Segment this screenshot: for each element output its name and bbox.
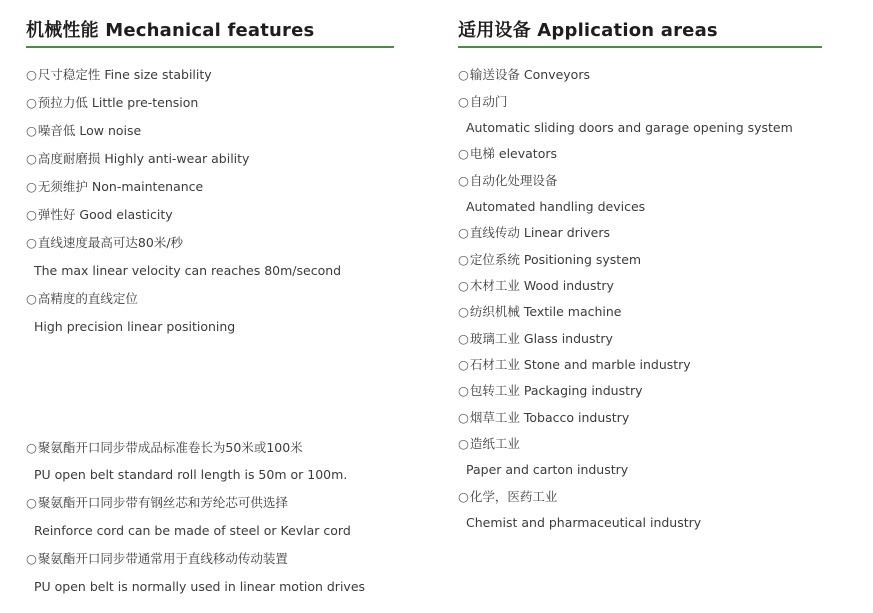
list-item	[26, 67, 212, 83]
list-item-text: 自动化处理设备	[469, 173, 558, 188]
bullet-icon: ○	[458, 436, 469, 451]
bullet-icon: ○	[26, 551, 37, 566]
list-item	[26, 235, 183, 251]
bullet-icon: ○	[26, 123, 37, 138]
list-item-text: 噪音低 Low noise	[37, 123, 142, 138]
bullet-icon: ○	[26, 179, 37, 194]
bullet-icon: ○	[26, 207, 37, 222]
application-areas-heading: 适用设备 Application areas	[458, 20, 718, 41]
list-item-text: High precision linear positioning	[34, 319, 236, 334]
bullet-icon: ○	[458, 383, 469, 398]
list-item-text: 聚氨酯开口同步带成品标准卷长为50米或100米	[37, 440, 303, 455]
list-item-text: 电梯 elevators	[469, 146, 558, 161]
list-item-text: 高度耐磨损 Highly anti-wear ability	[37, 151, 250, 166]
bullet-icon: ○	[458, 173, 469, 188]
list-item-text: 化学，医药工业	[469, 489, 558, 504]
list-item	[26, 291, 138, 307]
list-item-text: Chemist and pharmaceutical industry	[466, 515, 702, 530]
list-item-text: 无须维护 Non-maintenance	[37, 179, 204, 194]
list-item-text: Paper and carton industry	[466, 462, 629, 477]
list-item	[26, 495, 288, 511]
list-item-continuation	[466, 515, 701, 531]
list-item-text: Reinforce cord can be made of steel or Kevlar cord	[34, 523, 351, 538]
list-item	[26, 95, 198, 111]
bullet-icon: ○	[26, 151, 37, 166]
bullet-icon: ○	[26, 440, 37, 455]
bullet-icon: ○	[458, 304, 469, 319]
list-item-text: 输送设备 Conveyors	[469, 67, 590, 82]
list-item	[458, 146, 557, 162]
bullet-icon: ○	[26, 235, 37, 250]
list-item	[458, 252, 641, 268]
bullet-icon: ○	[458, 278, 469, 293]
bullet-icon: ○	[458, 489, 469, 504]
list-item	[458, 357, 691, 373]
list-item	[458, 225, 610, 241]
list-item-text: 包转工业 Packaging industry	[469, 383, 643, 398]
list-item-text: 直线速度最高可达80米/秒	[37, 235, 184, 250]
list-item-text: PU open belt is normally used in linear motion drives	[34, 579, 366, 594]
list-item-text: 定位系统 Positioning system	[469, 252, 642, 267]
list-item	[458, 94, 507, 110]
list-item-text: 自动门	[469, 94, 508, 109]
list-item-continuation	[466, 462, 628, 478]
heading-underline	[26, 46, 394, 48]
bullet-icon: ○	[26, 67, 37, 82]
bullet-icon: ○	[458, 67, 469, 82]
bullet-icon: ○	[458, 225, 469, 240]
list-item-text: 弹性好 Good elasticity	[37, 207, 173, 222]
bullet-icon: ○	[26, 95, 37, 110]
list-item-text: PU open belt standard roll length is 50m or 100m.	[34, 467, 348, 482]
list-item-text: 直线传动 Linear drivers	[469, 225, 611, 240]
list-item-text: 石材工业 Stone and marble industry	[469, 357, 691, 372]
bullet-icon: ○	[458, 94, 469, 109]
list-item	[26, 551, 288, 567]
list-item-text: 尺寸稳定性 Fine size stability	[37, 67, 212, 82]
list-item	[458, 67, 590, 83]
list-item-text: Automated handling devices	[466, 199, 646, 214]
list-item-continuation	[466, 199, 645, 215]
list-item	[26, 151, 249, 167]
bullet-icon: ○	[458, 331, 469, 346]
list-item	[458, 331, 613, 347]
list-item-continuation	[34, 523, 351, 539]
list-item	[458, 278, 614, 294]
list-item-text: 预拉力低 Little pre-tension	[37, 95, 199, 110]
list-item-continuation	[34, 467, 347, 483]
list-item-text: 纺织机械 Textile machine	[469, 304, 622, 319]
bullet-icon: ○	[458, 146, 469, 161]
list-item-text: 高精度的直线定位	[37, 291, 138, 306]
list-item	[458, 410, 629, 426]
bullet-icon: ○	[458, 252, 469, 267]
mechanical-features-heading: 机械性能 Mechanical features	[26, 20, 315, 41]
bullet-icon: ○	[26, 291, 37, 306]
list-item-continuation	[34, 319, 235, 335]
list-item-text: 木材工业 Wood industry	[469, 278, 614, 293]
list-item-text: The max linear velocity can reaches 80m/second	[34, 263, 342, 278]
bullet-icon: ○	[26, 495, 37, 510]
list-item	[26, 179, 203, 195]
list-item-continuation	[466, 120, 793, 136]
list-item-continuation	[34, 263, 341, 279]
list-item	[458, 383, 643, 399]
bullet-icon: ○	[458, 410, 469, 425]
heading-underline	[458, 46, 822, 48]
list-item-continuation	[34, 579, 365, 595]
list-item	[26, 207, 173, 223]
list-item	[458, 436, 520, 452]
bullet-icon: ○	[458, 357, 469, 372]
list-item-text: 造纸工业	[469, 436, 520, 451]
list-item-text: 烟草工业 Tobacco industry	[469, 410, 630, 425]
list-item-text: 聚氨酯开口同步带有钢丝芯和芳纶芯可供选择	[37, 495, 288, 510]
list-item-text: 玻璃工业 Glass industry	[469, 331, 613, 346]
list-item	[26, 440, 303, 456]
list-item	[458, 173, 557, 189]
list-item	[26, 123, 141, 139]
list-item	[458, 489, 557, 505]
list-item-text: Automatic sliding doors and garage opening system	[466, 120, 793, 135]
list-item-text: 聚氨酯开口同步带通常用于直线移动传动装置	[37, 551, 288, 566]
list-item	[458, 304, 622, 320]
